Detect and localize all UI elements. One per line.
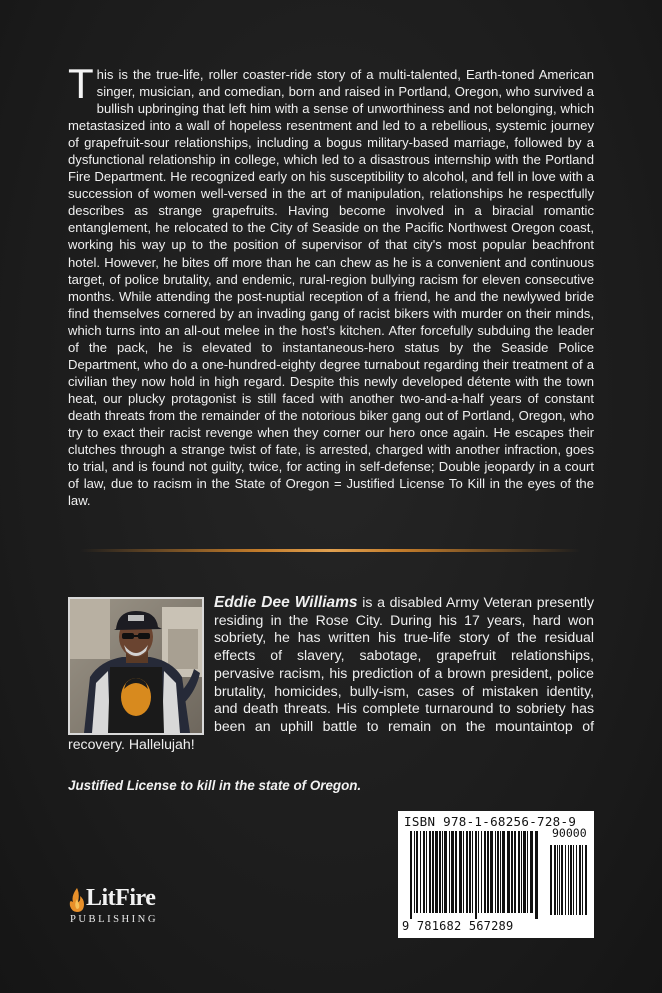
synopsis-text	[68, 60, 594, 509]
publisher-name: LitFire	[86, 885, 156, 911]
publisher-logo	[68, 885, 198, 935]
synopsis-body: his is the true-life, roller coaster-ride story of a multi-talented, Earth-toned American singer, musician, and comedian, born and raised in Portland, Oregon, who survived a bullish upbringing that left him with a sense of unworthiness and not belonging, which metastasized into a wall of hopeless resentment and led to a rebellious, systemic journey of grapefruit-sour relationships, including a bogus military-based marriage, followed by a dysfunctional relationship in college, which led to a disastrous internship with the Portland Fire Department. He recognized early on his susceptibility to alcohol, and fell in love with a succession of women well-versed in the art of manipulation, relationships he respectfully describes as strange grapefruits. Having become involved in a biracial romantic entanglement, he relocated to the City of Seaside on the Pacific Northwest Oregon coast, working his way up to the position of supervisor of that city's most popular beachfront hotel. However, he bites off more than he can chew as he is a convenient and continuous target, of police brutality, and endemic, rural-region bullying racism for eleven consecutive months. While attending the post-nuptial reception of a friend, he and the newlywed bride find themselves cornered by an invading gang of racist bikers with murder on their minds, which turns into an all-out melee in the host's kitchen. After forcefully subduing the leader of the pack, he is elevated to instantaneous-hero status by the Seaside Police Department, who do a one-hundred-eighty degree turnabout regarding their treatment of a civilian they now hold in high regard. Despite this newly developed détente with the town heat, our plucky protagonist is still faced with another two-and-a-half years of constant death threats from the remainder of the notorious biker gang out of Portland, Oregon, who try to exact their racist revenge when they corner our hero once again. He escapes their clutches through a strange twist of fate, is arrested, charged with another infraction, goes to trial, and is found not guilty, twice, for acting in self-defense; Double jeopardy in a court of law, due to racism in the State of Oregon = Justified License To Kill in the eyes of the law.	[68, 67, 594, 509]
publisher-subtitle: PUBLISHING	[70, 914, 158, 925]
barcode-digits: 9 781682 567289	[402, 919, 514, 933]
author-bio-text: is a disabled Army Veteran presently residing in the Rose City. During his 17 years, hard won sobriety, he has written his true-life story of the residual effects of slavery, sabotage, grapefruit relationships, pervasive racism, his prediction of a brown president, police brutality, homicides, bully-ism, cases of mistaken identity, and death threats. His complete turnaround to sobriety has been an uphill battle to remain on the mountaintop of recovery. Hallelujah!	[68, 594, 594, 752]
barcode-bars	[404, 831, 590, 919]
drop-cap: T	[68, 60, 94, 107]
photo-spacer	[68, 594, 214, 735]
author-name: Eddie Dee Williams	[214, 594, 358, 611]
gold-divider	[80, 549, 580, 552]
flame-icon	[68, 887, 86, 913]
isbn-barcode	[398, 811, 594, 938]
isbn-label: ISBN 978-1-68256-728-9	[404, 814, 577, 829]
price-addon-number: 90000	[552, 826, 587, 840]
tagline: Justified License to kill in the state of Oregon.	[68, 778, 362, 793]
author-bio	[68, 594, 594, 753]
